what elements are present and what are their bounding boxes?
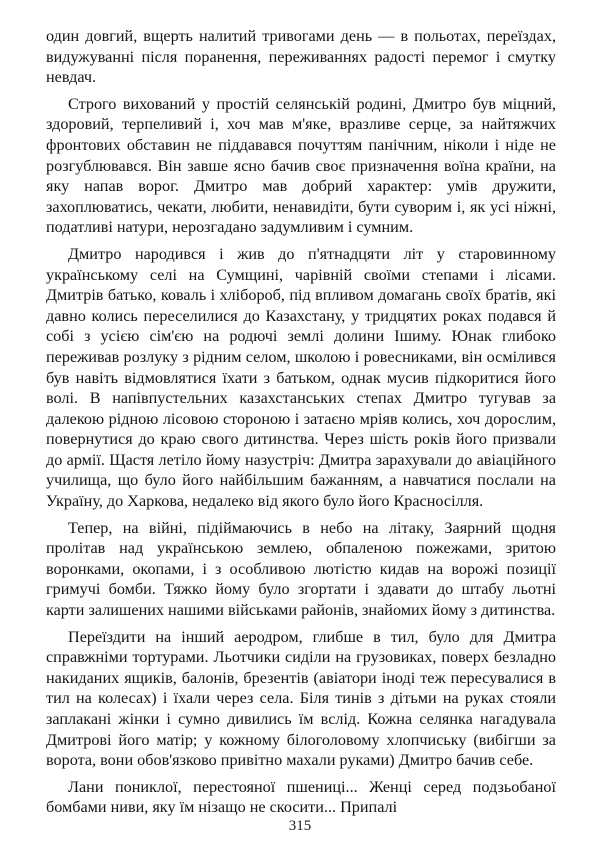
- paragraph: Строго вихований у простій селянській родині, Дмитро був міцний, здоровий, терпеливий і, хоч мав м'яке, вразливе серце, за найтяжчих фронтових обставин не піддавався почуттям панічним, ніколи і ніде не розгублювався. Він завше ясно бачив своє призначення воїна країни, на яку напав ворог. Дмитро мав добрий характер: умів дружити, захоплюватись, чекати, любити, ненавидіти, бути суворим і, як усі ніжні, податливі натури, нерозгадано задумливим і сумним.: [46, 94, 556, 237]
- paragraph: Переїздити на інший аеродром, глибше в тил, було для Дмитра справжніми тортурами. Льотчики сиділи на грузовиках, поверх безладно накиданих ящиків, балонів, брезентів (авіатори іноді теж пересувалися в тил на колесах) і їхали через села. Біля тинів з дітьми на руках стояли заплакані жінки і сумно дивились їм вслід. Кожна селянка нагадувала Дмитрові його матір; у кожному білоголовому хлопчиську (вибігши за ворота, вони обов'язково привітно махали руками) Дмитро бачив себе.: [46, 627, 556, 770]
- paragraph: Дмитро народився і жив до п'ятнадцяти літ у старовинному українському селі на Сумщині, чарівній своїми степами і лісами. Дмитрів батько, коваль і хлібороб, під впливом домагань своїх братів, які давно колись переселилися до Казахстану, у тридцятих роках подався й собі з усією сім'єю на родючі землі долини Ішиму. Юнак глибоко переживав розлуку з рідним селом, школою і ровесниками, він осмілився був навіть відмовлятися їхати з батьком, однак мусив підкоритися його волі. В напівпустельних казахстанських степах Дмитро тугував за далекою рідною лісовою стороною і затаєно мріяв колись, хоч дорослим, повернутися до краю свого дитинства. Через шість років його призвали до армії. Щастя летіло йому назустріч: Дмитра зарахували до авіаційного училища, що було його найбільшим бажанням, а навчатися послали на Україну, до Харкова, недалеко від якого було його Красносілля.: [46, 244, 556, 511]
- page-body: [46, 26, 556, 824]
- page-number: 315: [288, 818, 312, 834]
- paragraph: Тепер, на війні, підіймаючись в небо на літаку, Заярний щодня пролітав над українською землею, обпаленою пожежами, зритою воронками, окопами, і з особливою лютістю кидав на ворожі позиції гримучі бомби. Тяжко йому було згортати і здавати до штабу льотні карти залишених нашими військами районів, знайомих йому з дитинства.: [46, 518, 556, 620]
- paragraph: Лани пониклої, перестояної пшениці... Женці серед подзьобаної бомбами ниви, яку їм нізащо не скосити... Припалі: [46, 777, 556, 817]
- paragraph-continuation: один довгий, вщерть налитий тривогами день — в польотах, переїздах, видужуванні після поранення, переживаннях радості перемог і смутку невдач.: [46, 27, 556, 87]
